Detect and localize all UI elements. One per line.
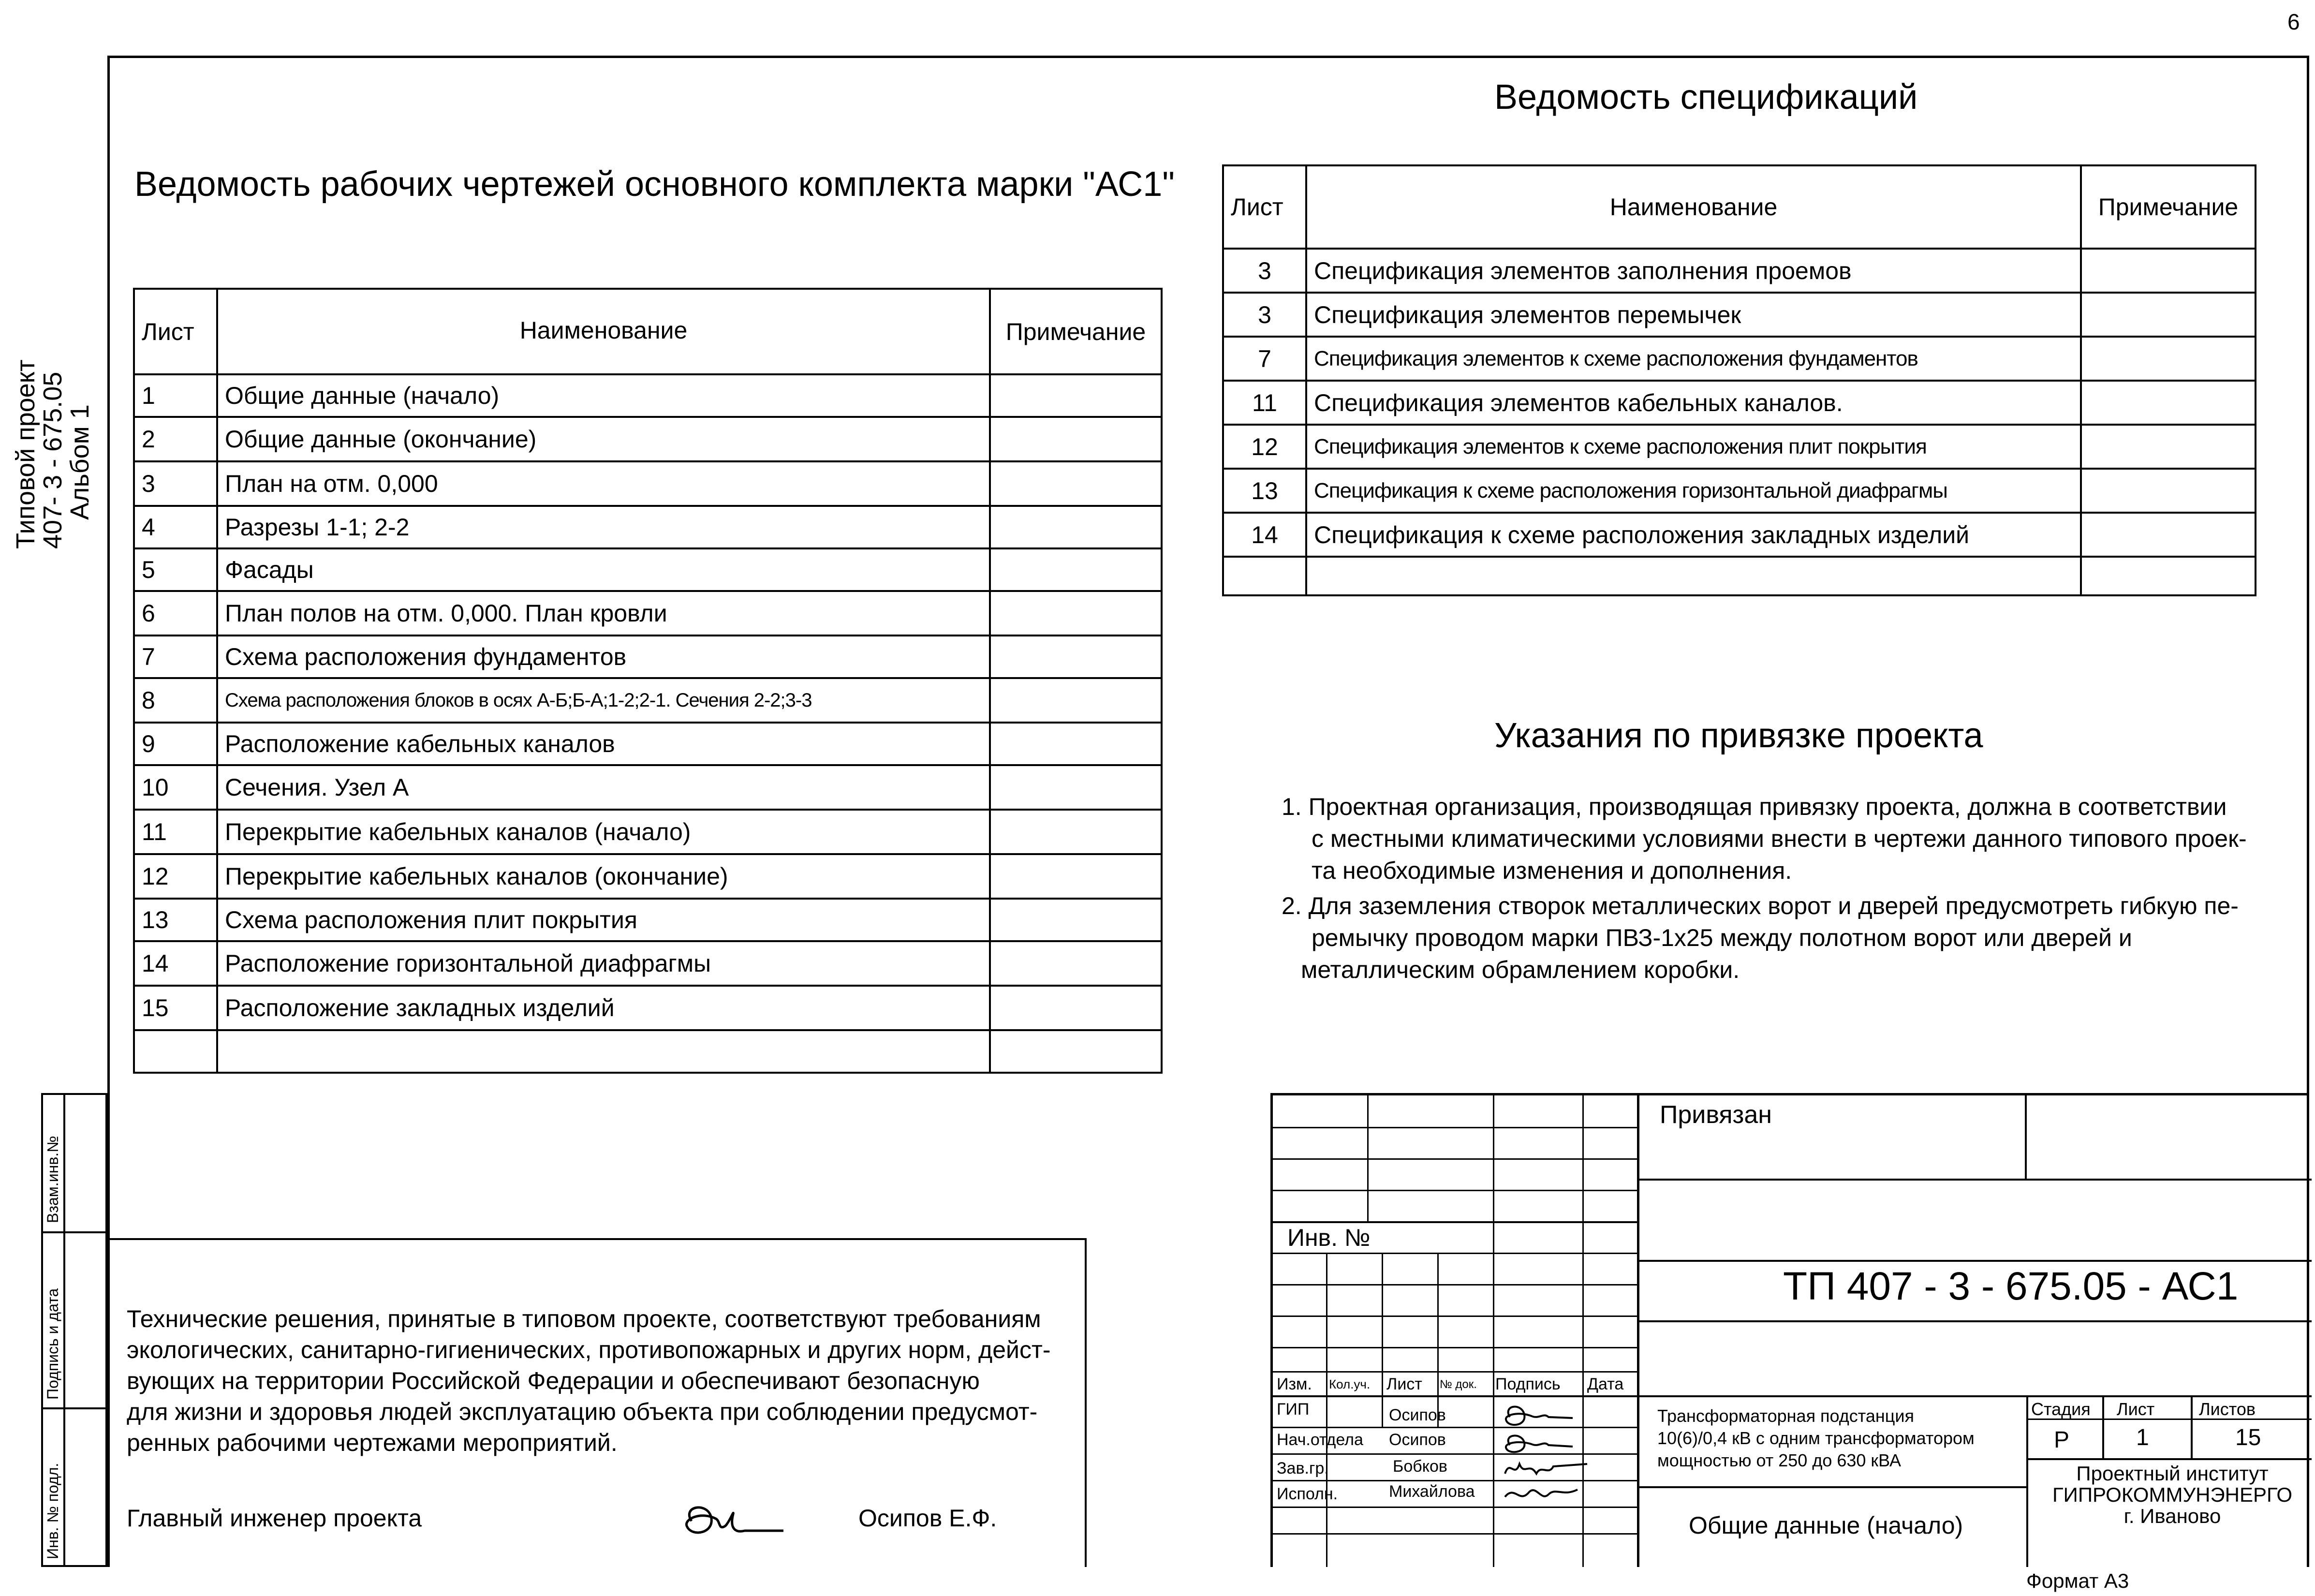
signature-gip xyxy=(1495,1398,1578,1432)
row-sheet-number: 2 xyxy=(134,417,217,461)
table-row xyxy=(134,899,1162,941)
row-sheet-number: 1 xyxy=(134,374,217,417)
row-note xyxy=(990,591,1162,635)
hdr-podpis: Подпись xyxy=(1495,1375,1561,1393)
stage-label: Стадия xyxy=(2031,1399,2091,1419)
sheets-value: 15 xyxy=(2235,1425,2261,1450)
table-row xyxy=(134,548,1162,591)
object-line-1: Трансформаторная подстанция xyxy=(1657,1406,1914,1426)
spec-table-row xyxy=(1223,381,2256,425)
instr-2-line-2: ремычку проводом марки ПВЗ-1х25 между полотном ворот или дверей и xyxy=(1312,924,2132,951)
row-sheet-number: 10 xyxy=(134,765,217,810)
spec-row-sheet-number: 11 xyxy=(1223,381,1306,425)
sheet-label: Лист xyxy=(2117,1399,2155,1419)
table-row xyxy=(134,635,1162,678)
instr-2-line-1: 2. Для заземления створок металлических ворот и дверей предусмотреть гибкую пе- xyxy=(1282,892,2239,919)
org-line-1: Проектный институт xyxy=(2076,1462,2269,1485)
spec-row-name: Спецификация к схеме расположения горизонтальной диафрагмы xyxy=(1306,469,2081,513)
row-drawing-name: Расположение горизонтальной диафрагмы xyxy=(217,941,990,986)
row-sheet-number: 3 xyxy=(134,461,217,506)
drawings-table xyxy=(133,288,1163,1074)
object-line-2: 10(6)/0,4 кВ с одним трансформатором xyxy=(1657,1428,1975,1448)
spec-row-name: Спецификация элементов к схеме расположения плит покрытия xyxy=(1306,425,2081,469)
row-sheet-number: 11 xyxy=(134,810,217,854)
statement-line-4: для жизни и здоровья людей эксплуатацию объекта при соблюдении предусмот- xyxy=(127,1398,1038,1425)
row-drawing-name: Перекрытие кабельных каналов (окончание) xyxy=(217,854,990,899)
statement-line-1: Технические решения, принятые в типовом проекте, соответствуют требованиям xyxy=(127,1305,1041,1332)
spec-row-name: Спецификация элементов перемычек xyxy=(1306,293,2081,337)
row-note xyxy=(990,765,1162,810)
row-sheet-number: 9 xyxy=(134,723,217,765)
stage-value: Р xyxy=(2054,1427,2070,1453)
row-drawing-name: Общие данные (окончание) xyxy=(217,417,990,461)
spec-row-note xyxy=(2081,469,2256,513)
instr-1-line-2: с местными климатическими условиями внести в чертежи данного типового проек- xyxy=(1312,825,2247,852)
instructions-item-1 xyxy=(1282,791,2247,887)
row-sheet-number: 13 xyxy=(134,899,217,941)
org-line-3: г. Иваново xyxy=(2123,1505,2221,1527)
instructions-title: Указания по привязке проекта xyxy=(1494,716,1983,755)
stamp-podpis: Подпись и дата xyxy=(44,1288,61,1400)
hdr-izm: Изм. xyxy=(1277,1375,1312,1393)
row-sheet-number: 14 xyxy=(134,941,217,986)
spec-row-note xyxy=(2081,513,2256,557)
spec-row-sheet-number: 3 xyxy=(1223,293,1306,337)
row-sheet-number: 12 xyxy=(134,854,217,899)
instr-2-line-3: металлическим обрамлением коробки. xyxy=(1301,956,1740,983)
row-note xyxy=(990,417,1162,461)
spec-col-header-name: Наименование xyxy=(1306,165,2081,249)
spec-table-row xyxy=(1223,249,2256,293)
spec-row-sheet-number: 12 xyxy=(1223,425,1306,469)
spec-row-name: Спецификация элементов к схеме расположения фундаментов xyxy=(1306,337,2081,381)
col-header-name: Наименование xyxy=(217,289,990,374)
spec-row-note xyxy=(2081,381,2256,425)
row-sheet-number: 5 xyxy=(134,548,217,591)
right-table-title: Ведомость спецификаций xyxy=(1494,78,1918,117)
row-sheet-number: 8 xyxy=(134,678,217,723)
spec-row-note xyxy=(2081,293,2256,337)
sheet-value: 1 xyxy=(2136,1425,2149,1450)
row-sheet-number: 7 xyxy=(134,635,217,678)
side-label-line2: 407- 3 - 675.05 xyxy=(38,371,67,549)
format-label: Формат А3 xyxy=(2026,1569,2129,1592)
stamp-vzam: Взам.инв.№ xyxy=(44,1136,61,1223)
chief-engineer-role: Главный инженер проекта xyxy=(127,1505,422,1532)
hdr-kolvo: Кол.уч. xyxy=(1329,1377,1371,1391)
staff-name-4: Михайлова xyxy=(1389,1482,1475,1501)
row-note xyxy=(990,810,1162,854)
privyazan-label: Привязан xyxy=(1660,1101,1772,1129)
spec-row-sheet-number: 14 xyxy=(1223,513,1306,557)
statement-line-3: вующих на территории Российской Федерации и обеспечивают безопасную xyxy=(127,1367,980,1394)
row-drawing-name: Перекрытие кабельных каналов (начало) xyxy=(217,810,990,854)
table-row xyxy=(134,374,1162,417)
object-line-3: мощностью от 250 до 630 кВА xyxy=(1657,1450,1901,1470)
side-label-line1: Типовой проект xyxy=(11,359,40,549)
row-drawing-name: Расположение кабельных каналов xyxy=(217,723,990,765)
row-drawing-name: Общие данные (начало) xyxy=(217,374,990,417)
chief-engineer-name: Осипов Е.Ф. xyxy=(858,1505,997,1532)
row-sheet-number: 4 xyxy=(134,506,217,548)
row-note xyxy=(990,461,1162,506)
spec-row-empty xyxy=(1223,557,2256,595)
row-note xyxy=(990,374,1162,417)
row-note xyxy=(990,506,1162,548)
statement-line-5: ренных рабочими чертежами мероприятий. xyxy=(127,1429,618,1456)
col-header-note: Примечание xyxy=(990,289,1162,374)
left-table-title: Ведомость рабочих чертежей основного комплекта марки "АС1" xyxy=(134,165,1175,204)
staff-role-2: Нач.отдела xyxy=(1277,1431,1363,1449)
signature-nach xyxy=(1495,1428,1578,1457)
spec-row-name: Спецификация элементов кабельных каналов. xyxy=(1306,381,2081,425)
inv-no-label: Инв. № xyxy=(1287,1224,1371,1251)
signature-ispoln xyxy=(1495,1480,1582,1509)
spec-row-name: Спецификация к схеме расположения закладных изделий xyxy=(1306,513,2081,557)
spec-col-header-sheet: Лист xyxy=(1223,165,1306,249)
side-label xyxy=(12,359,93,549)
statement-text xyxy=(127,1303,1051,1458)
row-drawing-name: Фасады xyxy=(217,548,990,591)
table-row xyxy=(134,986,1162,1030)
hdr-doc: № док. xyxy=(1440,1378,1477,1391)
spec-table-row xyxy=(1223,293,2256,337)
spec-table-row xyxy=(1223,425,2256,469)
document-code: ТП 407 - 3 - 675.05 - АС1 xyxy=(1783,1264,2239,1308)
spec-row-note xyxy=(2081,425,2256,469)
row-note xyxy=(990,678,1162,723)
row-note xyxy=(990,986,1162,1030)
object-description xyxy=(1657,1405,1975,1472)
row-drawing-name: Схема расположения блоков в осях А-Б;Б-А;1-2;2-1. Сечения 2-2;3-3 xyxy=(217,678,990,723)
organization xyxy=(2032,1463,2313,1527)
instr-1-line-3: та необходимые изменения и дополнения. xyxy=(1312,857,1792,884)
table-row-empty xyxy=(134,1030,1162,1073)
org-line-2: ГИПРОКОММУНЭНЕРГО xyxy=(2052,1483,2293,1506)
col-header-sheet: Лист xyxy=(134,289,217,374)
row-note xyxy=(990,899,1162,941)
spec-table-row xyxy=(1223,337,2256,381)
table-row xyxy=(134,854,1162,899)
table-row xyxy=(134,461,1162,506)
table-row xyxy=(134,678,1162,723)
side-label-line3: Альбом 1 xyxy=(65,404,94,520)
row-sheet-number: 15 xyxy=(134,986,217,1030)
staff-name-1: Осипов xyxy=(1389,1406,1446,1424)
row-note xyxy=(990,635,1162,678)
margin-stamp xyxy=(41,1093,107,1567)
row-sheet-number: 6 xyxy=(134,591,217,635)
spec-row-name: Спецификация элементов заполнения проемов xyxy=(1306,249,2081,293)
spec-row-sheet-number: 3 xyxy=(1223,249,1306,293)
table-row xyxy=(134,810,1162,854)
row-drawing-name: План на отм. 0,000 xyxy=(217,461,990,506)
hdr-data: Дата xyxy=(1587,1375,1624,1393)
table-row xyxy=(134,723,1162,765)
spec-row-sheet-number: 13 xyxy=(1223,469,1306,513)
table-row xyxy=(134,417,1162,461)
row-note xyxy=(990,854,1162,899)
row-note xyxy=(990,941,1162,986)
staff-role-3: Зав.гр. xyxy=(1277,1459,1329,1478)
staff-name-3: Бобков xyxy=(1393,1457,1447,1476)
spec-table-row xyxy=(1223,513,2256,557)
instr-1-line-1: 1. Проектная организация, производящая привязку проекта, должна в соответствии xyxy=(1282,793,2227,820)
spec-row-note xyxy=(2081,337,2256,381)
title-block xyxy=(1270,1093,2309,1567)
page-number: 6 xyxy=(2287,9,2300,34)
table-row xyxy=(134,591,1162,635)
row-drawing-name: Разрезы 1-1; 2-2 xyxy=(217,506,990,548)
signature-zav xyxy=(1495,1454,1592,1483)
spec-row-note xyxy=(2081,249,2256,293)
row-drawing-name: Расположение закладных изделий xyxy=(217,986,990,1030)
spec-table-row xyxy=(1223,469,2256,513)
row-note xyxy=(990,548,1162,591)
table-row xyxy=(134,941,1162,986)
specifications-table xyxy=(1222,164,2256,596)
spec-row-sheet-number: 7 xyxy=(1223,337,1306,381)
staff-name-2: Осипов xyxy=(1389,1431,1446,1449)
instructions-item-2 xyxy=(1282,890,2239,986)
staff-role-4: Исполн. xyxy=(1277,1485,1338,1503)
row-drawing-name: План полов на отм. 0,000. План кровли xyxy=(217,591,990,635)
table-row xyxy=(134,506,1162,548)
staff-role-1: ГИП xyxy=(1277,1400,1310,1419)
table-row xyxy=(134,765,1162,810)
stamp-inv: Инв. № подл. xyxy=(44,1463,61,1559)
chief-engineer-signature xyxy=(672,1492,798,1550)
sheet-title: Общие данные (начало) xyxy=(1689,1512,1963,1539)
spec-col-header-note: Примечание xyxy=(2081,165,2256,249)
hdr-list: Лист xyxy=(1386,1375,1422,1393)
sheets-label: Листов xyxy=(2199,1399,2256,1419)
row-drawing-name: Схема расположения фундаментов xyxy=(217,635,990,678)
row-note xyxy=(990,723,1162,765)
statement-line-2: экологических, санитарно-гигиенических, противопожарных и других норм, дейст- xyxy=(127,1336,1051,1363)
row-drawing-name: Схема расположения плит покрытия xyxy=(217,899,990,941)
row-drawing-name: Сечения. Узел А xyxy=(217,765,990,810)
